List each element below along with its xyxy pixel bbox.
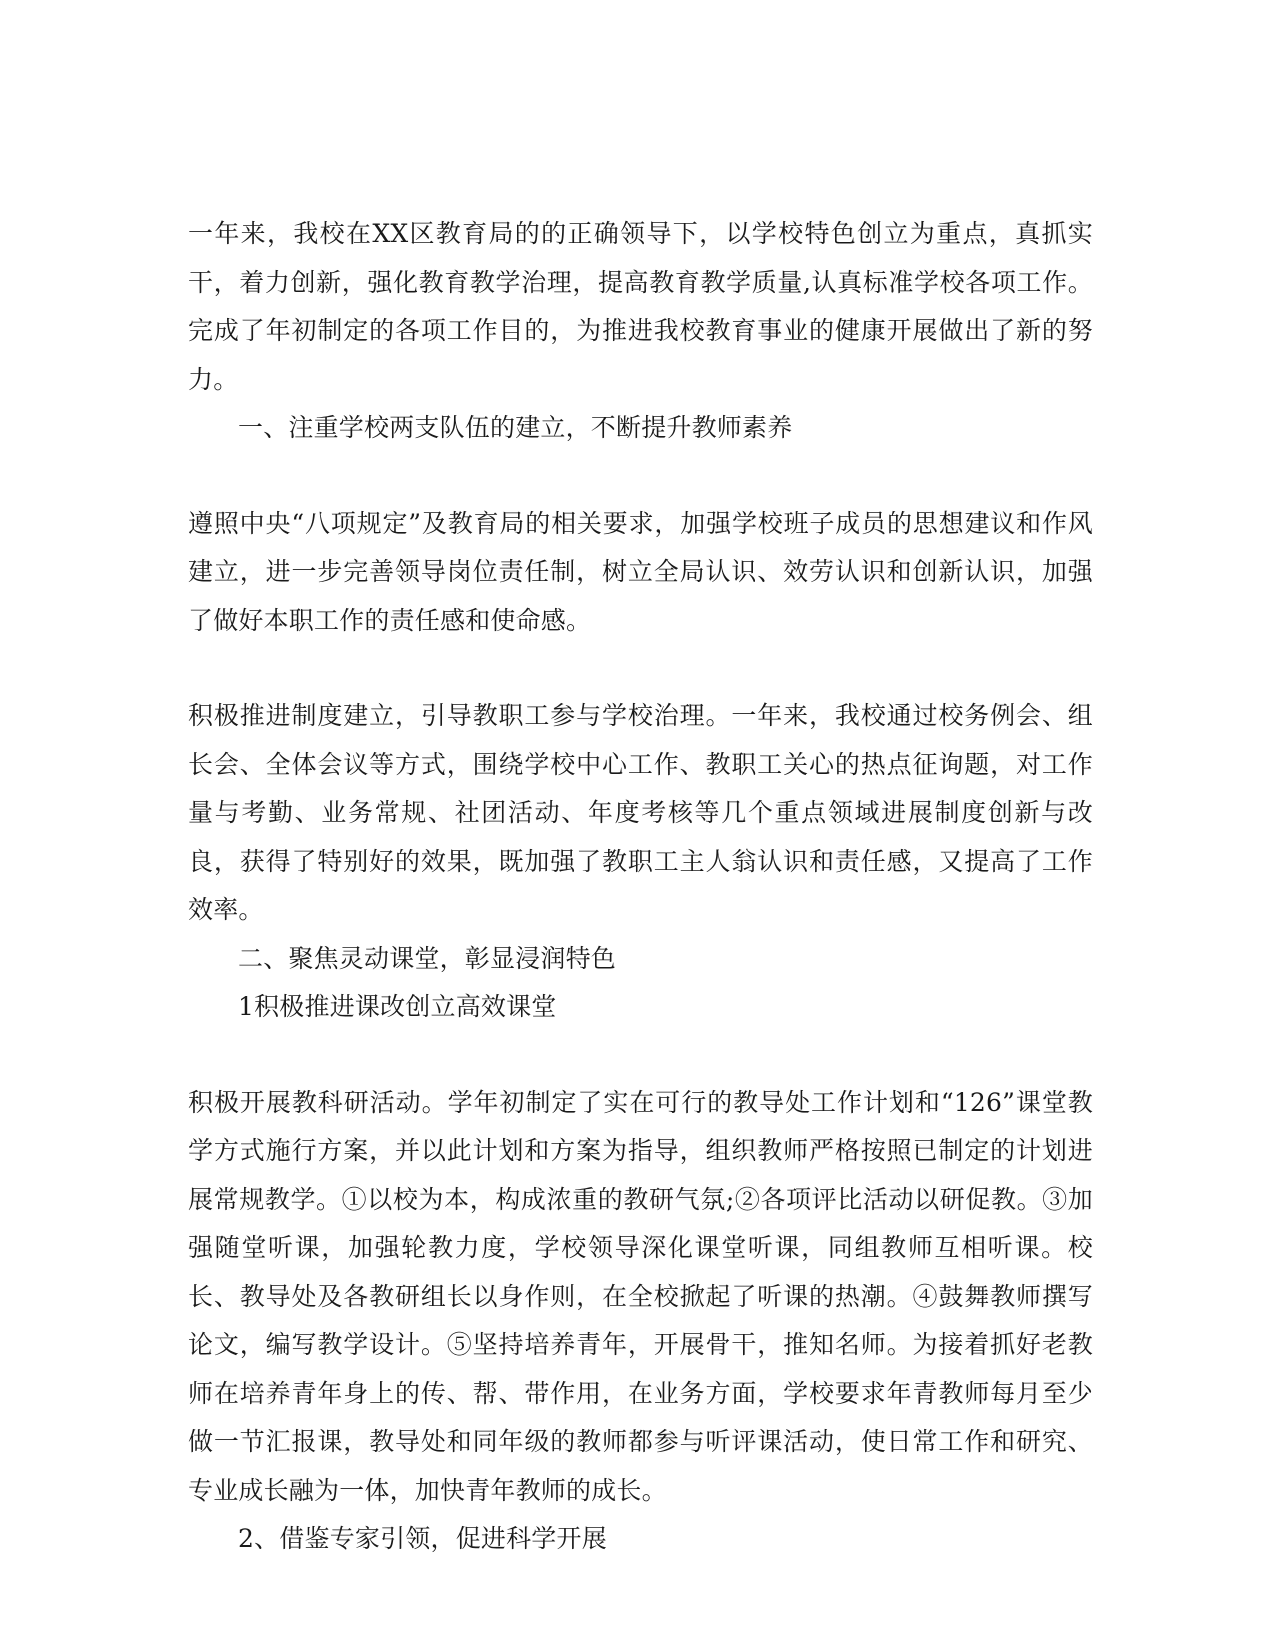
document-body (188, 210, 1093, 1564)
section-heading-2: 二、聚焦灵动课堂，彰显浸润特色 (238, 943, 617, 973)
paragraph-system-building: 积极推进制度建立，引导教职工参与学校治理。一年来，我校通过校务例会、组长会、全体会议等方式，围绕学校中心工作、教职工关心的热点征询题，对工作量与考勤、业务常规、社团活动、年度考核等几个重点领域进展制度创新与改良，获得了特别好的效果，既加强了教职工主人翁认识和责任感，又提高了工作效率。 (188, 701, 1093, 924)
section-heading-1: 一、注重学校两支队伍的建立，不断提升教师素养 (238, 413, 793, 442)
paragraph-teaching-research: 积极开展教科研活动。学年初制定了实在可行的教导处工作计划和“126”课堂教学方式施行方案，并以此计划和方案为指导，组织教师严格按照已制定的计划进展常规教学。①以校为本，构成浓重的教研气氛;②各项评比活动以研促教。③加强随堂听课，加强轮教力度，学校领导深化课堂听课，同组教师互相听课。校长、教导处及各教研组长以身作则，在全校掀起了听课的热潮。④鼓舞教师撰写论文，编写教学设计。⑤坚持培养青年，开展骨干，推知名师。为接着抓好老教师在培养青年身上的传、帮、带作用，在业务方面，学校要求年青教师每月至少做一节汇报课，教导处和同年级的教师都参与听评课活动，使日常工作和研究、专业成长融为一体，加快青年教师的成长。 (188, 1087, 1093, 1505)
paragraph-party-rules: 遵照中央“八项规定”及教育局的相关要求，加强学校班子成员的思想建议和作风建立，进一步完善领导岗位责任制，树立全局认识、效劳认识和创新认识，加强了做好本职工作的责任感和使命感。 (188, 508, 1093, 635)
subsection-heading-2: 2、借鉴专家引领，促进科学开展 (238, 1524, 607, 1553)
subsection-heading-1: 1积极推进课改创立高效课堂 (238, 992, 557, 1021)
intro-paragraph: 一年来，我校在XX区教育局的的正确领导下，以学校特色创立为重点，真抓实干，着力创新，强化教育教学治理，提高教育教学质量,认真标准学校各项工作。完成了年初制定的各项工作目的，为推进我校教育事业的健康开展做出了新的努力。 (188, 219, 1093, 394)
